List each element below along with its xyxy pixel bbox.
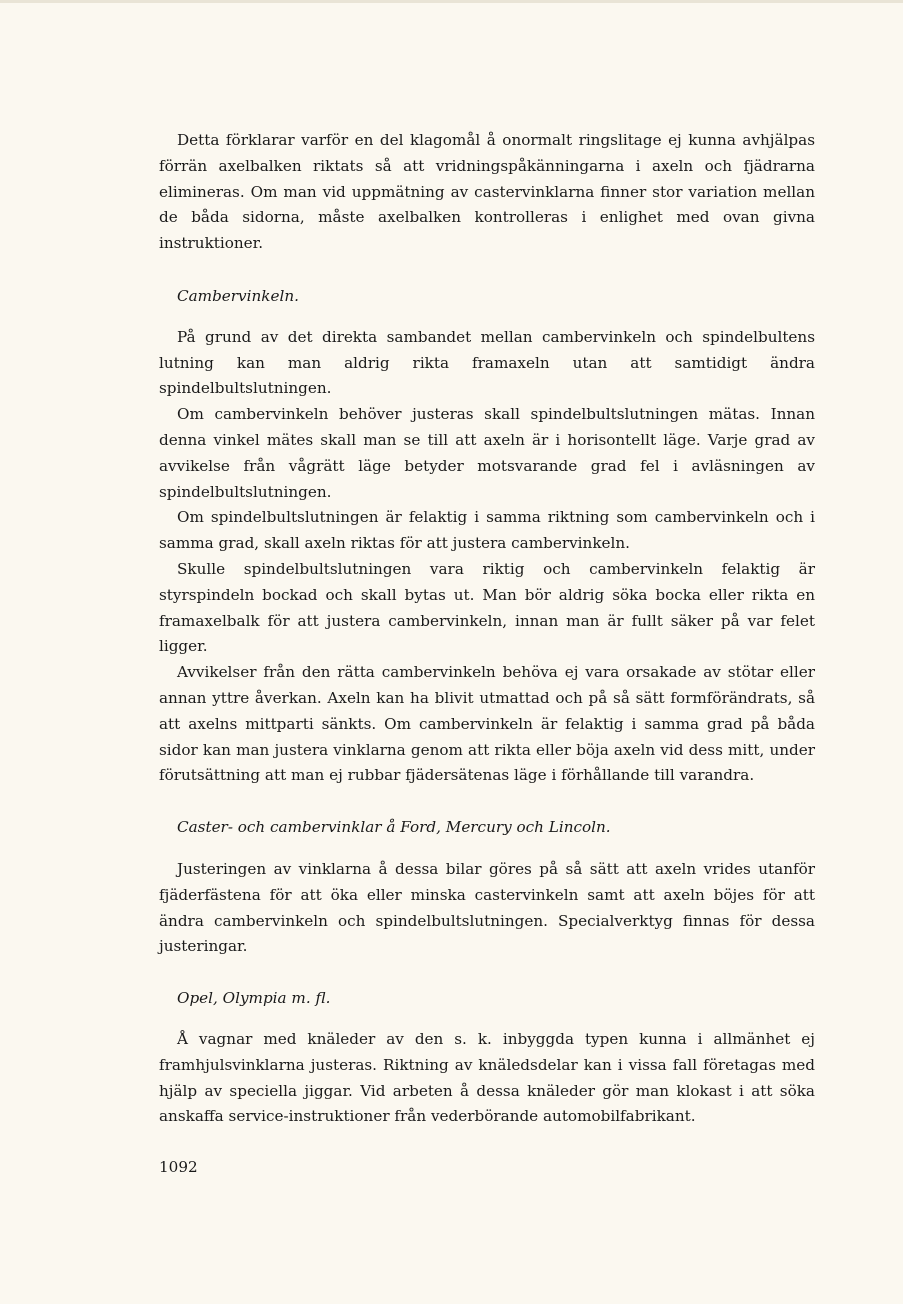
page-body (159, 128, 815, 1130)
spacer (159, 841, 815, 857)
heading-cambervinkeln: Cambervinkeln. (177, 286, 299, 305)
camber-paragraph: Avvikelser från den rätta cambervinkeln behöva ej vara orsakade av stötar eller annan yttre åverkan. Axeln kan ha blivit utmattad och på så sätt formförändrats, så att axelns mittparti sänkts. Om cambervinkeln är felaktig i samma grad på båda sidor kan man justera vinklarna genom att rikta eller böja axeln vid dess mitt, under förutsättning att man ej rubbar fjädersätenas läge i förhållande till varandra. (159, 663, 815, 785)
camber-paragraph: På grund av det direkta sambandet mellan cambervinkeln och spindelbultens lutning kan man aldrig rikta framaxeln utan att samtidigt ändra spindelbultslutningen. (159, 327, 815, 398)
spacer (159, 789, 815, 815)
spacer (159, 1012, 815, 1027)
heading-ford-mercury-lincoln: Caster- och cambervinklar å Ford, Mercury och Lincoln. (177, 818, 611, 837)
ford-paragraph: Justeringen av vinklarna å dessa bilar göres på så sätt att axeln vrides utanför fjäderfästena för att öka eller minska castervinkeln samt att axeln böjes för att ändra cambervinkeln och spindelbultslutningen. Specialverktyg finnas för dessa justeringar. (159, 859, 815, 956)
page-edge (0, 0, 903, 3)
intro-paragraph: Detta förklarar varför en del klagomål å onormalt ringslitage ej kunna avhjälpas förrän axelbalken riktats så att vridningspåkänningarna i axeln och fjädrarna elimineras. Om man vid uppmätning av castervinklarna finner stor variation mellan de båda sidorna, måste axelbalken kontrolleras i enlighet med ovan givna instruktioner. (159, 131, 815, 253)
camber-paragraph: Om spindelbultslutningen är felaktig i samma riktning som cambervinkeln och i samma grad, skall axeln riktas för att justera cambervinkeln. (159, 508, 815, 553)
page-number: 1092 (159, 1158, 198, 1176)
spacer (159, 960, 815, 986)
spacer (159, 257, 815, 284)
spacer (159, 310, 815, 325)
opel-paragraph: Å vagnar med knäleder av den s. k. inbyggda typen kunna i allmänhet ej framhjulsvinklarna justeras. Riktning av knäledsdelar kan i vissa fall företagas med hjälp av speciella jiggar. Vid arbeten å dessa knäleder gör man klokast i att söka anskaffa service-instruktioner från vederbörande automobilfabrikant. (159, 1029, 815, 1126)
heading-opel-olympia: Opel, Olympia m. fl. (177, 989, 331, 1008)
camber-paragraph: Skulle spindelbultslutningen vara riktig och cambervinkeln felaktig är styrspindeln bockad och skall bytas ut. Man bör aldrig söka bocka eller rikta en framaxelbalk för att justera cambervinkeln, innan man är fullt säker på var felet ligger. (159, 559, 815, 656)
camber-paragraph: Om cambervinkeln behöver justeras skall spindelbultslutningen mätas. Innan denna vinkel mätes skall man se till att axeln är i horisontellt läge. Varje grad av avvikelse från vågrätt läge betyder motsvarande grad fel i avläsningen av spindelbultslutningen. (159, 405, 815, 501)
